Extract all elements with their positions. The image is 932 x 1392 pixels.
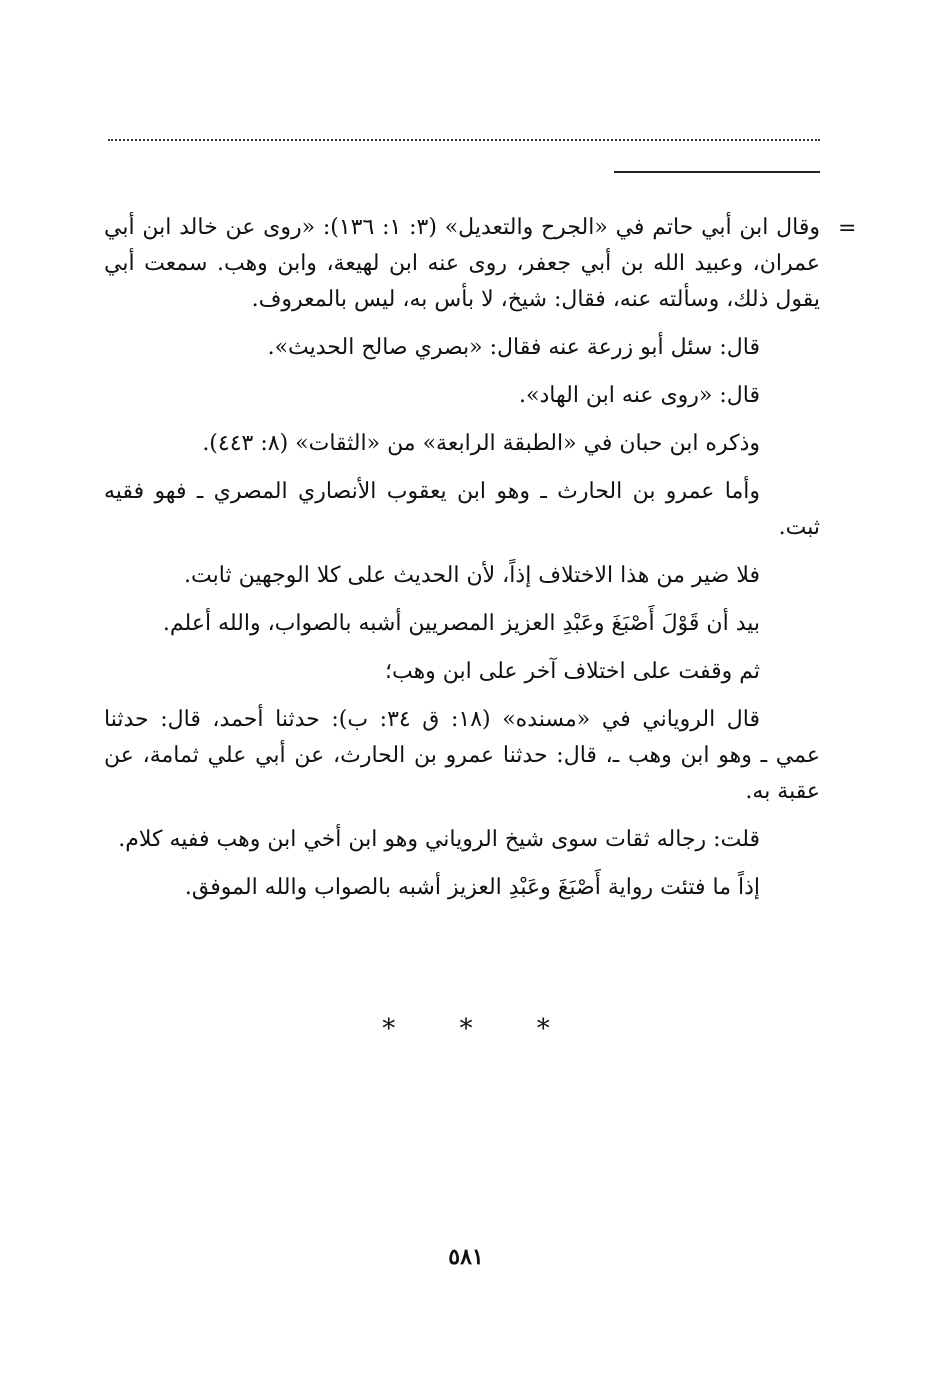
continuation-mark: =	[838, 216, 857, 241]
footnote-paragraph: وقال ابن أبي حاتم في «الجرح والتعديل» (٣: ١: ١٣٦): «روى عن خالد ابن أبي عمران، وعبيد الله بن أبي جعفر، روى عنه ابن لهيعة، وابن وهب. سمعت أبي يقول ذلك، وسألته عنه، فقال: شيخ، لا بأس به، ليس بالمعروف.	[104, 215, 821, 312]
footnote-paragraph: قال الروياني في «مسنده» (١٨: ق ٣٤: ب): حدثنا أحمد، قال: حدثنا عمي ـ وهو ابن وهب ـ، قال: حدثنا عمرو بن الحارث، عن أبي علي ثمامة، عن عقبة به.	[104, 707, 820, 804]
dotted-separator	[108, 139, 820, 141]
footnote-paragraph: فلا ضير من هذا الاختلاف إذاً، لأن الحديث على كلا الوجهين ثابت.	[184, 563, 760, 588]
star-icon: *	[382, 1014, 396, 1044]
footnote-paragraph: وأما عمرو بن الحارث ـ وهو ابن يعقوب الأنصاري المصري ـ فهو فقيه ثبت.	[104, 479, 820, 540]
footnote-paragraph: قلت: رجاله ثقات سوى شيخ الروياني وهو ابن أخي ابن وهب ففيه كلام.	[118, 827, 760, 852]
footnote-paragraph: قال: «روى عنه ابن الهاد».	[519, 383, 760, 408]
footnote-rule	[614, 171, 820, 173]
star-icon: *	[536, 1014, 550, 1044]
star-icon: *	[459, 1014, 473, 1044]
footnote-paragraph: بيد أن قَوْلَ أَصْبَغَ وعَبْدِ العزيز المصريين أشبه بالصواب، والله أعلم.	[162, 611, 760, 636]
page-number: ٥٨١	[448, 1244, 484, 1270]
section-separator-stars	[0, 1012, 932, 1046]
footnote-body	[104, 210, 820, 906]
footnote-paragraph: وذكره ابن حبان في «الطبقة الرابعة» من «الثقات» (٨: ٤٤٣).	[202, 431, 760, 456]
footnote-paragraph: قال: سئل أبو زرعة عنه فقال: «بصري صالح الحديث».	[267, 335, 760, 360]
footnote-paragraph: إذاً ما فتئت رواية أَصْبَغَ وعَبْدِ العزيز أشبه بالصواب والله الموفق.	[184, 875, 760, 900]
footnote-paragraph: ثم وقفت على اختلاف آخر على ابن وهب؛	[384, 659, 760, 684]
